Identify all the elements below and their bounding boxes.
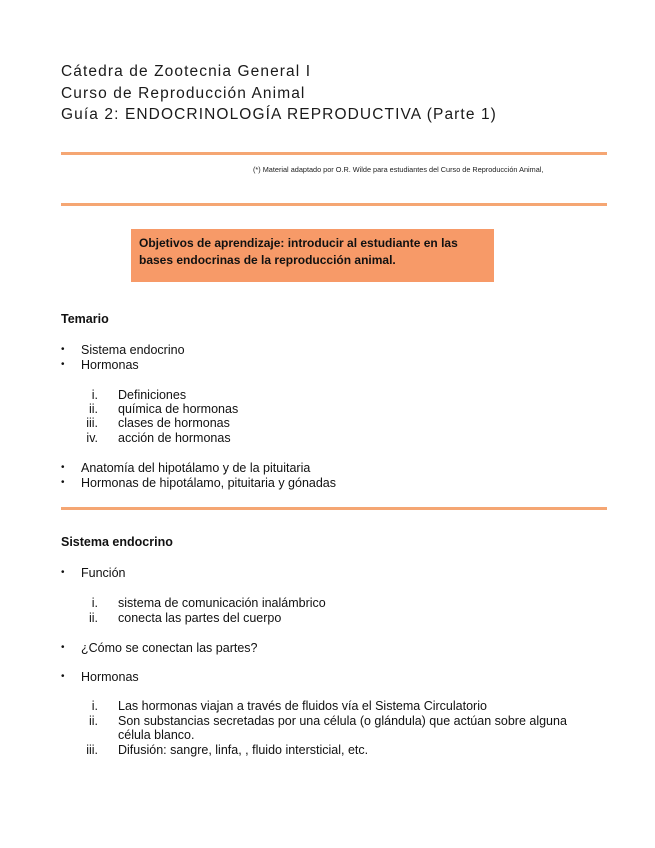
bullet-icon: • [61, 642, 65, 653]
list-item: Hormonas [81, 358, 139, 372]
list-item: Anatomía del hipotálamo y de la pituitaria [81, 461, 311, 475]
course-department: Cátedra de Zootecnia General I [61, 63, 312, 80]
list-item: sistema de comunicación inalámbrico [118, 596, 326, 610]
list-item: Definiciones [118, 388, 187, 402]
bullet-icon: • [61, 462, 65, 473]
bullet-icon: • [61, 359, 65, 370]
list-item: química de hormonas [118, 402, 239, 416]
list-numeral: ii. [88, 402, 98, 416]
guide-title: Guía 2: ENDOCRINOLOGÍA REPRODUCTIVA (Parte 1) [61, 106, 497, 123]
objectives-box: Objetivos de aprendizaje: introducir al estudiante en las bases endocrinas de la reproducción animal. [131, 229, 494, 282]
divider-2 [61, 203, 607, 206]
list-numeral: i. [91, 699, 98, 713]
bullet-icon: • [61, 671, 65, 682]
list-item: Sistema endocrino [81, 343, 185, 357]
list-item: Difusión: sangre, linfa, , fluido intersticial, etc. [118, 743, 369, 757]
list-numeral: iv. [86, 431, 98, 445]
list-item: Son substancias secretadas por una célula (o glándula) que actúan sobre alguna [118, 714, 567, 728]
list-numeral: i. [91, 388, 98, 402]
list-item: Hormonas de hipotálamo, pituitaria y gónadas [81, 476, 337, 490]
temario-heading: Temario [61, 312, 109, 326]
list-numeral: iii. [86, 743, 98, 757]
list-numeral: i. [91, 596, 98, 610]
divider-3 [61, 507, 607, 510]
list-item: ¿Cómo se conectan las partes? [81, 641, 258, 655]
list-numeral: ii. [88, 611, 98, 625]
list-numeral: iii. [86, 416, 98, 430]
list-item-continuation: célula blanco. [118, 728, 195, 742]
divider-top [61, 152, 607, 155]
bullet-icon: • [61, 477, 65, 488]
list-item: acción de hormonas [118, 431, 231, 445]
list-numeral: ii. [88, 714, 98, 728]
list-item: Hormonas [81, 670, 139, 684]
course-name: Curso de Reproducción Animal [61, 85, 306, 102]
list-item: Función [81, 566, 126, 580]
bullet-icon: • [61, 567, 65, 578]
list-item: Las hormonas viajan a través de fluidos vía el Sistema Circulatorio [118, 699, 487, 713]
bullet-icon: • [61, 344, 65, 355]
adaptation-note: (*) Material adaptado por O.R. Wilde para estudiantes del Curso de Reproducción Animal, [253, 165, 544, 174]
list-item: clases de hormonas [118, 416, 230, 430]
section-heading: Sistema endocrino [61, 535, 173, 549]
list-item: conecta las partes del cuerpo [118, 611, 282, 625]
